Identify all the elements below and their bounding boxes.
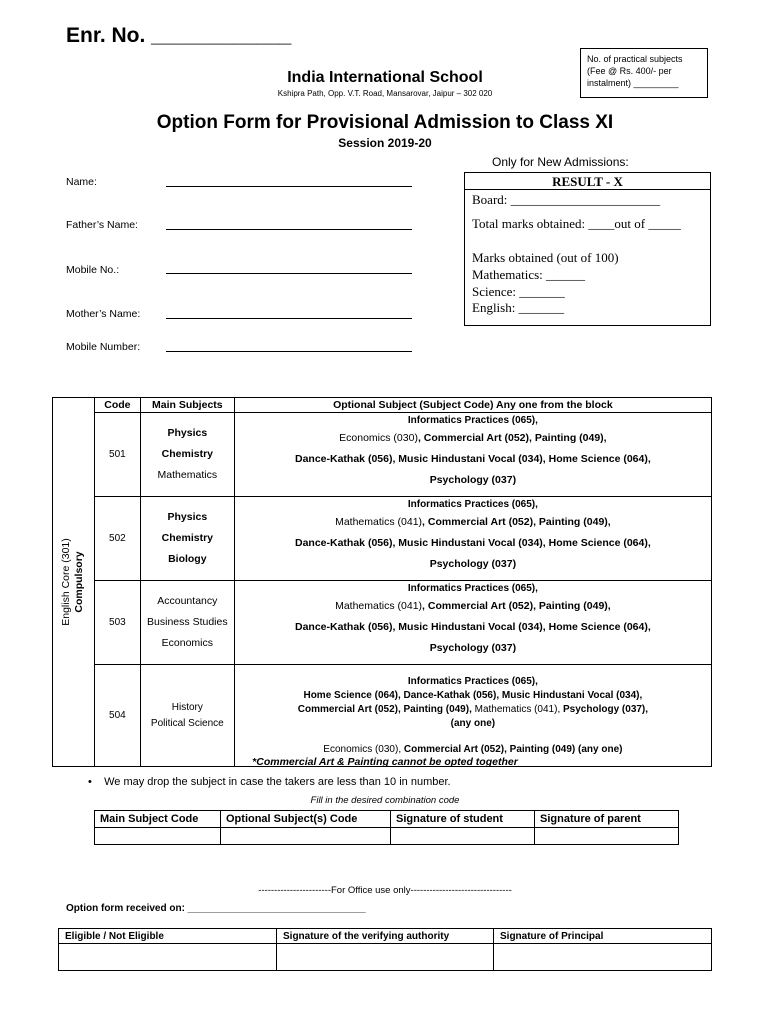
optional-code-input[interactable] <box>221 828 391 845</box>
english-core: English Core (301) <box>60 538 73 626</box>
main-subject: Economics <box>161 637 213 649</box>
optional-part: Mathematics (041) <box>335 516 423 528</box>
verifying-authority-input[interactable] <box>277 944 494 971</box>
code-header: Code <box>94 398 140 413</box>
parent-signature-header: Signature of parent <box>535 811 679 828</box>
optional-part: Economics (030), <box>323 743 404 755</box>
office-input-row <box>59 944 712 971</box>
combination-table <box>94 810 679 845</box>
subjects-table <box>52 397 712 767</box>
practical-line-1: No. of practical subjects <box>587 54 683 64</box>
eligible-input[interactable] <box>59 944 277 971</box>
main-subjects <box>140 497 234 581</box>
office-header-row <box>59 929 712 944</box>
optional-line <box>235 428 711 449</box>
code-501: 501 <box>94 413 140 497</box>
optional-part: Commercial Art (052), Painting (049), <box>297 703 475 715</box>
optional-subjects <box>234 497 711 581</box>
total-marks-field[interactable]: Total marks obtained: ____out of _____ <box>472 216 681 231</box>
main-subject: Mathematics <box>157 469 218 481</box>
mobile-no-label: Mobile No.: <box>66 264 120 276</box>
optional-part: , Commercial Art (052), Painting (049), <box>422 516 611 528</box>
main-subject: History <box>171 701 203 713</box>
drop-subject-note <box>88 776 451 788</box>
main-subject-code-input[interactable] <box>95 828 221 845</box>
optional-subjects <box>234 665 711 767</box>
office-table <box>58 928 712 971</box>
board-field[interactable]: Board: _______________________ <box>472 192 661 207</box>
form-received-on: Option form received on: ________________________________ <box>66 903 366 914</box>
optional-part: , Commercial Art (052), Painting (049), <box>422 600 611 612</box>
father-name-field[interactable] <box>166 229 412 230</box>
combination-input-row <box>95 828 679 845</box>
enrollment-number: Enr. No. ____________ <box>66 24 292 47</box>
maths-marks-field[interactable]: Mathematics: ______ <box>472 267 586 282</box>
main-subject: Biology <box>168 553 207 565</box>
optional-line <box>235 743 711 757</box>
optional-line <box>235 512 711 533</box>
office-use-line: -----------------------For Office use only-------------------------------- <box>258 885 512 896</box>
optional-line: Informatics Practices (065), <box>407 499 538 510</box>
compulsory-label: Compulsory <box>73 551 86 613</box>
code-503: 503 <box>94 581 140 665</box>
optional-part: Commercial Art (052), Painting (049) (any one) <box>403 743 623 755</box>
result-heading: RESULT - X <box>465 173 710 190</box>
table-row <box>53 581 712 665</box>
table-row <box>53 665 712 767</box>
main-subject: Physics <box>167 427 208 439</box>
optional-part: Mathematics (041) <box>335 600 423 612</box>
optional-line <box>235 596 711 617</box>
optional-part: Mathematics (041), <box>474 703 564 715</box>
only-new-admissions: Only for New Admissions: <box>492 155 629 169</box>
english-marks-field[interactable]: English: _______ <box>472 300 565 315</box>
optional-subjects <box>234 581 711 665</box>
bullet-icon: • <box>88 776 92 788</box>
optional-line <box>235 703 711 717</box>
optional-part: , Commercial Art (052), Painting (049), <box>417 432 607 444</box>
student-signature-header: Signature of student <box>391 811 535 828</box>
result-box <box>464 172 711 326</box>
principal-signature-input[interactable] <box>494 944 712 971</box>
student-signature-input[interactable] <box>391 828 535 845</box>
compulsory-cell <box>53 398 95 767</box>
main-subject: Business Studies <box>147 616 228 628</box>
optional-line: Informatics Practices (065), <box>407 415 538 426</box>
mobile-no-field[interactable] <box>166 273 412 274</box>
parent-signature-input[interactable] <box>535 828 679 845</box>
optional-header: Optional Subject (Subject Code) Any one from the block <box>234 398 711 413</box>
verifying-authority-header: Signature of the verifying authority <box>277 929 494 944</box>
practical-subjects-box <box>580 48 708 98</box>
optional-part: Psychology (037), <box>563 703 649 715</box>
main-subject-code-header: Main Subject Code <box>95 811 221 828</box>
optional-code-header: Optional Subject(s) Code <box>221 811 391 828</box>
main-subject: Political Science <box>150 717 224 729</box>
mother-name-field[interactable] <box>166 318 412 319</box>
optional-line: Dance-Kathak (056), Music Hindustani Vocal (034), Home Science (064), <box>295 621 651 633</box>
optional-line: (any one) <box>450 717 496 729</box>
school-name: India International School <box>287 69 483 86</box>
compulsory-text <box>60 538 86 626</box>
school-address: Kshipra Path, Opp. V.T. Road, Mansarovar, Jaipur – 302 020 <box>277 89 493 98</box>
optional-line: Psychology (037) <box>429 642 517 654</box>
optional-line: Psychology (037) <box>429 474 517 486</box>
optional-line: Informatics Practices (065), <box>407 583 538 594</box>
fill-hint: Fill in the desired combination code <box>310 795 460 806</box>
eligible-header: Eligible / Not Eligible <box>59 929 277 944</box>
optional-subjects <box>234 413 711 497</box>
practical-line-3: instalment) _________ <box>587 78 679 88</box>
optional-line: Home Science (064), Dance-Kathak (056), Music Hindustani Vocal (034), <box>303 689 643 701</box>
table-header-row <box>53 398 712 413</box>
science-marks-field[interactable]: Science: _______ <box>472 284 565 299</box>
mobile-number-label: Mobile Number: <box>66 341 141 353</box>
page-title: Option Form for Provisional Admission to Class XI <box>156 112 614 133</box>
mobile-number-field[interactable] <box>166 351 412 352</box>
commercial-art-note: *Commercial Art & Painting cannot be opted together <box>252 756 518 768</box>
main-subject: Chemistry <box>161 532 213 544</box>
main-subjects <box>140 413 234 497</box>
mother-name-label: Mother’s Name: <box>66 308 141 320</box>
table-row <box>53 413 712 497</box>
name-field[interactable] <box>166 186 412 187</box>
main-subjects-header: Main Subjects <box>140 398 234 413</box>
father-name-label: Father’s Name: <box>66 219 138 231</box>
main-subjects <box>140 581 234 665</box>
code-502: 502 <box>94 497 140 581</box>
optional-line: Dance-Kathak (056), Music Hindustani Vocal (034), Home Science (064), <box>295 537 651 549</box>
drop-subject-text: We may drop the subject in case the takers are less than 10 in number. <box>104 776 451 788</box>
principal-signature-header: Signature of Principal <box>494 929 712 944</box>
optional-line: Psychology (037) <box>429 558 517 570</box>
name-label: Name: <box>66 176 97 188</box>
optional-line: Dance-Kathak (056), Music Hindustani Vocal (034), Home Science (064), <box>295 453 651 465</box>
marks-intro: Marks obtained (out of 100) <box>472 250 619 265</box>
session: Session 2019-20 <box>338 136 432 150</box>
optional-part: Economics (030) <box>339 432 418 444</box>
main-subject: Chemistry <box>161 448 213 460</box>
table-row <box>53 497 712 581</box>
main-subject: Accountancy <box>157 595 218 607</box>
combination-header-row <box>95 811 679 828</box>
main-subjects <box>140 665 234 767</box>
optional-line: Informatics Practices (065), <box>407 675 538 687</box>
main-subject: Physics <box>167 511 208 523</box>
code-504: 504 <box>94 665 140 767</box>
practical-line-2: (Fee @ Rs. 400/- per <box>587 66 672 76</box>
